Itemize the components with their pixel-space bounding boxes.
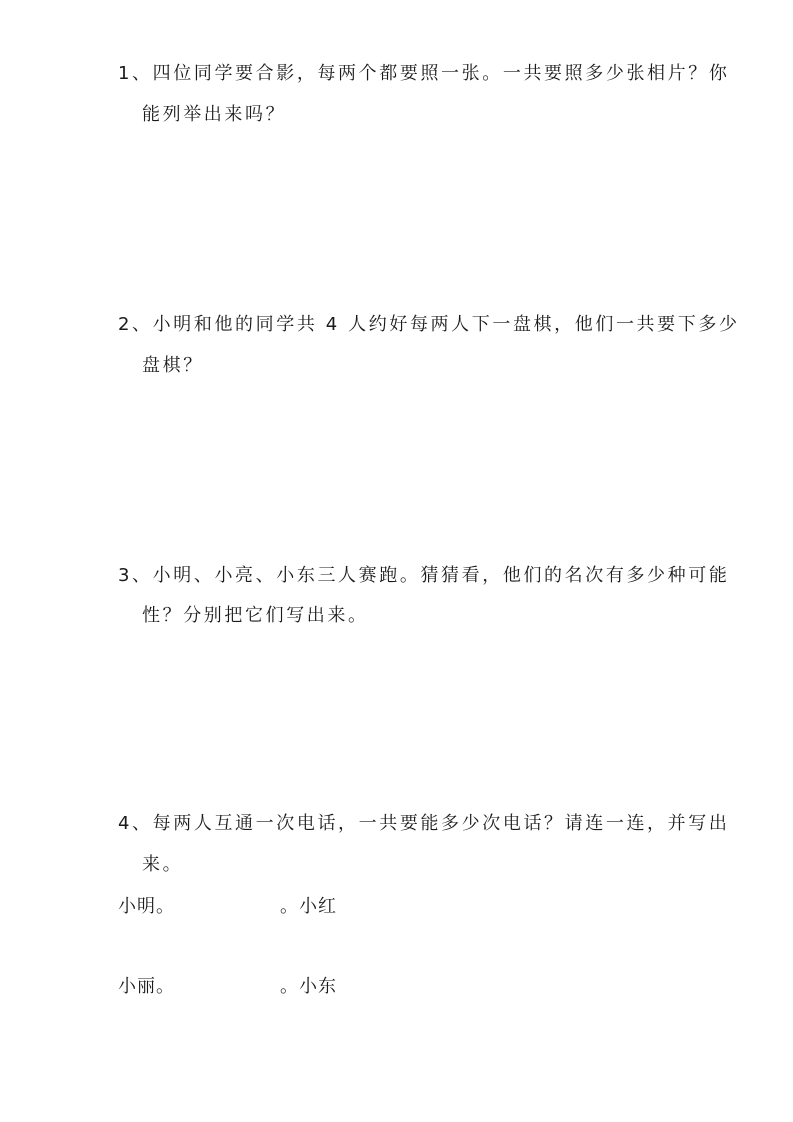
matching-left-item: 小明。 [118, 896, 175, 917]
question-4-line-2: 来。 [142, 854, 184, 875]
matching-right-item: 。小红 [280, 896, 337, 917]
question-2-line-2: 盘棋？ [142, 355, 204, 376]
matching-right-item: 。小东 [280, 976, 337, 997]
matching-left-item: 小丽。 [118, 976, 175, 997]
question-3-line-1: 3、小明、小亮、小东三人赛跑。猜猜看，他们的名次有多少种可能 [118, 565, 730, 586]
question-3-line-2: 性？分别把它们写出来。 [142, 605, 369, 626]
question-4-line-1: 4、每两人互通一次电话，一共要能多少次电话？请连一连，并写出 [118, 813, 730, 834]
question-1-line-1: 1、四位同学要合影，每两个都要照一张。一共要照多少张相片？你 [118, 63, 730, 84]
question-1-line-2: 能列举出来吗？ [142, 104, 287, 125]
question-2-line-1: 2、小明和他的同学共 4 人约好每两人下一盘棋，他们一共要下多少 [118, 314, 740, 335]
